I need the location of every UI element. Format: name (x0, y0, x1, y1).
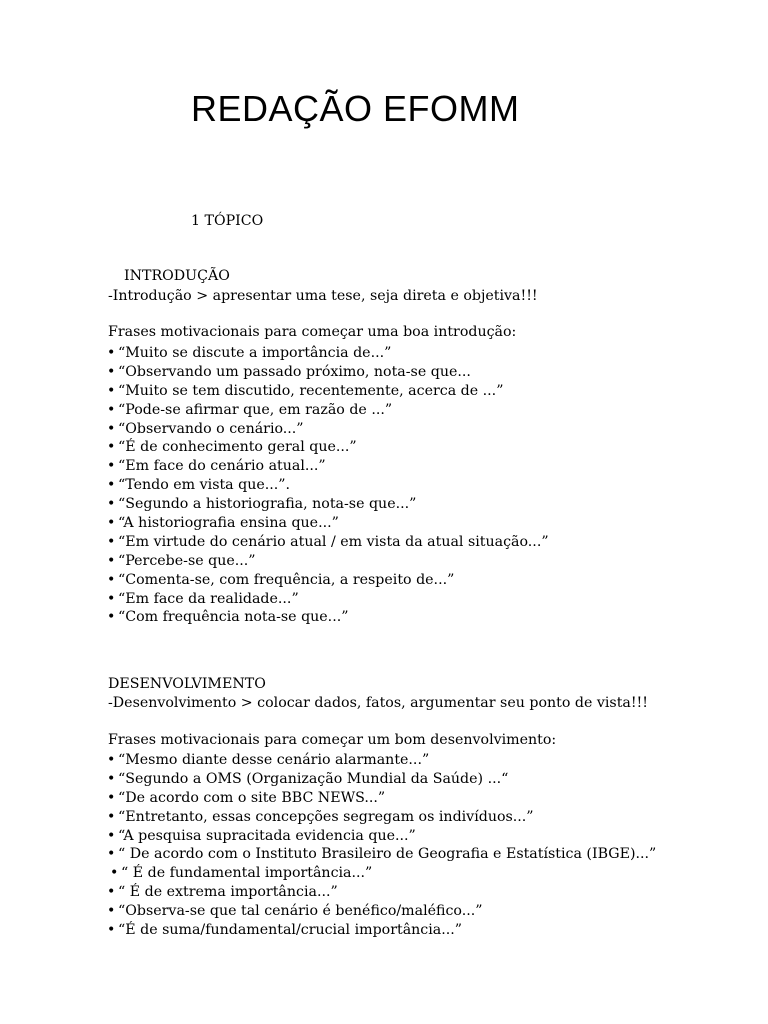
intro-phrase-list (107, 344, 549, 627)
list-item: • “Em face do cenário atual...” (107, 457, 549, 476)
intro-heading: INTRODUÇÃO (124, 268, 230, 284)
list-item: • “Segundo a OMS (Organização Mundial da Saúde) ...“ (107, 770, 656, 789)
list-item: • “A pesquisa supracitada evidencia que...” (107, 827, 656, 846)
list-item: • “A historiografia ensina que...” (107, 514, 549, 533)
list-item: • “Mesmo diante desse cenário alarmante...” (107, 751, 656, 770)
development-phrases-heading: Frases motivacionais para começar um bom desenvolvimento: (108, 732, 557, 748)
list-item: • “Em virtude do cenário atual / em vista da atual situação...” (107, 533, 549, 552)
list-item: • “Segundo a historiografia, nota-se que...” (107, 495, 549, 514)
development-phrase-list (107, 751, 656, 940)
list-item: • “ De acordo com o Instituto Brasileiro de Geografia e Estatística (IBGE)...” (107, 845, 656, 864)
list-item: • “Muito se discute a importância de...” (107, 344, 549, 363)
list-item: • “Entretanto, essas concepções segregam os indivíduos...” (107, 808, 656, 827)
list-item: • “Percebe-se que...” (107, 552, 549, 571)
list-item: • “É de conhecimento geral que...” (107, 438, 549, 457)
list-item: • “ É de fundamental importância...” (107, 864, 656, 883)
list-item: • “Muito se tem discutido, recentemente, acerca de ...” (107, 382, 549, 401)
intro-phrases-heading: Frases motivacionais para começar uma boa introdução: (108, 324, 517, 340)
list-item: • “Em face da realidade...” (107, 590, 549, 609)
page-title: REDAÇÃO EFOMM (191, 88, 520, 129)
list-item: • “Observando o cenário...” (107, 420, 549, 439)
list-item: • “Pode-se afirmar que, em razão de ...” (107, 401, 549, 420)
list-item: • “De acordo com o site BBC NEWS...” (107, 789, 656, 808)
development-instruction: -Desenvolvimento > colocar dados, fatos, argumentar seu ponto de vista!!! (108, 695, 648, 711)
list-item: • “ É de extrema importância...” (107, 883, 656, 902)
intro-instruction: -Introdução > apresentar uma tese, seja direta e objetiva!!! (108, 288, 538, 304)
topic-label: 1 TÓPICO (191, 213, 264, 229)
development-heading: DESENVOLVIMENTO (108, 676, 266, 692)
list-item: • “Observando um passado próximo, nota-se que... (107, 363, 549, 382)
list-item: • “Observa-se que tal cenário é benéfico/maléfico...” (107, 902, 656, 921)
list-item: • “Comenta-se, com frequência, a respeito de...” (107, 571, 549, 590)
list-item: • “Tendo em vista que...”. (107, 476, 549, 495)
list-item: • “É de suma/fundamental/crucial importância...” (107, 921, 656, 940)
list-item: • “Com frequência nota-se que...” (107, 608, 549, 627)
